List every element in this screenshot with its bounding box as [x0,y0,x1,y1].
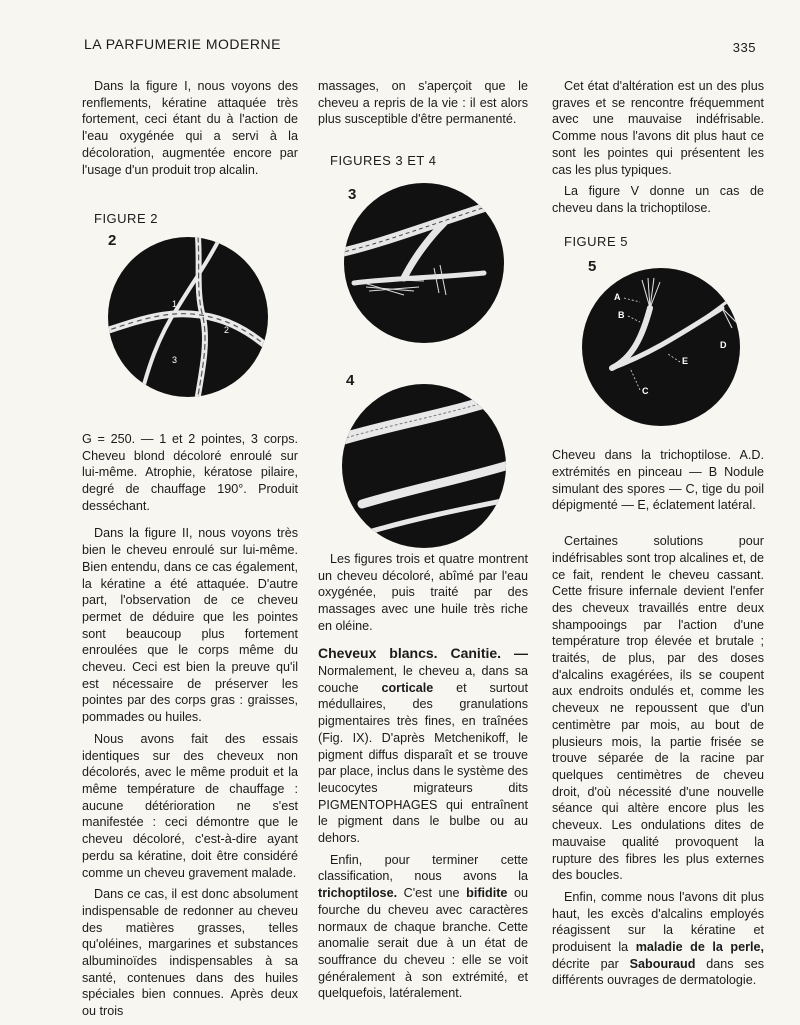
page-number: 335 [732,40,756,55]
figure-2-caption: G = 250. — 1 et 2 pointes, 3 corps. Cheveu blond décoloré enroulé sur lui-même. Atrophie, kératose pilaire, degré de chauffage 190°. Produit desséchant. [82,431,298,513]
figure-5-drawing [582,268,740,426]
figure-5-caption: Cheveu dans la trichoptilose. A.D. extrémités en pinceau — B Nodule simulant des spores — C, tige du poil dépigmenté — E, éclatement latéral. [552,448,764,513]
paragraph-perle: Enfin, comme nous l'avons dit plus haut, les excès d'alcalins employés réagissent sur la kératine et produisent la maladie de la perle, décrite par Sabouraud dans ses différents ouvrages de dermatologie. [552,889,764,988]
paragraph-canitie: Cheveux blancs. Canitie. — Normalement, le cheveu a, dans sa couche corticale et surtout médullaires, des granulations pigmentaires très fines, en traînées (Fig. IX). D'après Metchenikoff, le pigment diffus disparaît et se trouve par place, inclus dans le système des leucocytes migrateurs dits PIGMENTOPHAGES qui entraînent le pigment dans le bulbe ou au dehors. [318,645,528,846]
running-header-title: LA PARFUMERIE MODERNE [84,36,281,52]
column-3 [552,78,764,994]
figure-5-label-b: B [618,310,625,320]
hair-strand [108,314,268,357]
paragraph-massages: massages, on s'aperçoit que le cheveu a repris de la vie : il est alors plus susceptible d'être permanenté. [318,79,528,127]
paragraph-trichoptilose: Enfin, pour terminer cette classification, nous avons la trichoptilose. C'est une bifidite ou fourche du cheveu avec caractères normaux de chaque branche. Cette anomalie serait due à un état de souffrance du cheveu : elle se voit généralement à son extrémité, et quelquefois, latéralement. [318,852,528,1001]
figure-3-drawing [344,183,504,343]
paragraph-alkaline: Certaines solutions pour indéfrisables sont trop alcalines et, de ce fait, rendent le cheveu cassant. Cette frisure infernale devient l'enfer des cheveux travaillés entre deux shampooings par l'action d'une température trop élevée et brutale ; traités, de plus, par des doses d'alcalins exagérées, ils se coupent aux endroits ondulés et, comme les cheveux ne repoussent que d'un centimètre par mois, au bout de plusieurs mois, la partie frisée se trouve séparée de la racine par quelques centimètres de cheveu droit, d'où nécessité d'une nouvelle séance qui altère encore plus les cheveux. Les ondulations dites de mauvaise qualité provoquent la rupture des fibres les plus externes des boucles. [552,534,764,883]
paragraph-fats: Dans ce cas, il est donc absolument indispensable de redonner au cheveu des matières grasses, telles qu'oléines, margarines et substances albuminoïdes indispensables à sa santé, contenues dans des huiles spéciales bien connues. Après deux ou trois [82,887,298,1019]
hair-strand [354,273,484,283]
figure-5-label-a: A [614,292,621,302]
figure-5-micrograph [582,268,740,426]
figure-2-title: FIGURE 2 [94,211,158,227]
figure-5-label-d: D [720,340,727,350]
figure-5-label-e: E [682,356,689,366]
hair-strand [362,464,506,504]
paragraph-alteration: Cet état d'altération est un des plus graves et se rencontre fréquemment avec une mauvaise indéfrisable. Comme nous l'avons dit plus haut ce sont les pointes qui présentent les cas les plus typiques. [552,79,764,177]
figure-2-number: 2 [108,232,117,249]
figure-5-number: 5 [588,258,597,275]
figures-3-4-title: FIGURES 3 ET 4 [330,153,437,169]
figure-2-label-2: 2 [224,325,230,335]
hair-strand [672,298,732,338]
paragraph-tests: Nous avons fait des essais identiques sur des cheveux non décolorés, avec le même produit et la même température de chauffage : aucune détérioration ne s'est manifestée : ceci démontre que le cheveu décoloré, c'est-à-dire ayant perdu sa kératine, doit être considéré comme un cheveu gravement malade. [82,731,298,880]
paragraph-fig34: Les figures trois et quatre montrent un cheveu décoloré, abîmé par l'eau oxygénée, puis traité par des massages avec une huile très riche en oléine. [318,551,528,633]
paragraph-fig1: Dans la figure I, nous voyons des renflements, kératine attaquée très fortement, ceci étant du à l'action de l'eau oxygénée qui a servi à la décoloration, augmentée encore par l'usage d'un produit trop alcalin. [82,79,298,177]
figure-4-drawing [342,384,506,548]
figure-4-number: 4 [346,372,355,389]
figure-2-label-1: 1 [172,299,178,309]
paragraph-fig2: Dans la figure II, nous voyons très bien le cheveu enroulé sur lui-même. Bien entendu, dans ce cas également, la kératine a été attaquée. D'autre part, l'observation de ce cheveu permet de déduire que les pointes sont beaucoup plus fortement enroulées que le corps même du cheveu. Ceci est bien la preuve qu'il est nécessaire de préserver les pointes par des corps gras : graisses, pommades ou huiles. [82,526,298,725]
figure-5-title: FIGURE 5 [564,233,628,249]
column-1 [82,78,298,1025]
figure-2-drawing [108,237,268,397]
canitie-heading: Cheveux blancs. Canitie. — [318,645,528,662]
figure-5-label-c: C [642,386,649,396]
figure-4-micrograph [342,384,506,548]
figure-3-number: 3 [348,186,357,203]
figure-2-label-3: 3 [172,355,178,365]
paragraph-fig5: La figure V donne un cas de cheveu dans la trichoptilose. [552,184,764,215]
figure-2-micrograph [108,237,268,397]
figure-3-micrograph [344,183,504,343]
